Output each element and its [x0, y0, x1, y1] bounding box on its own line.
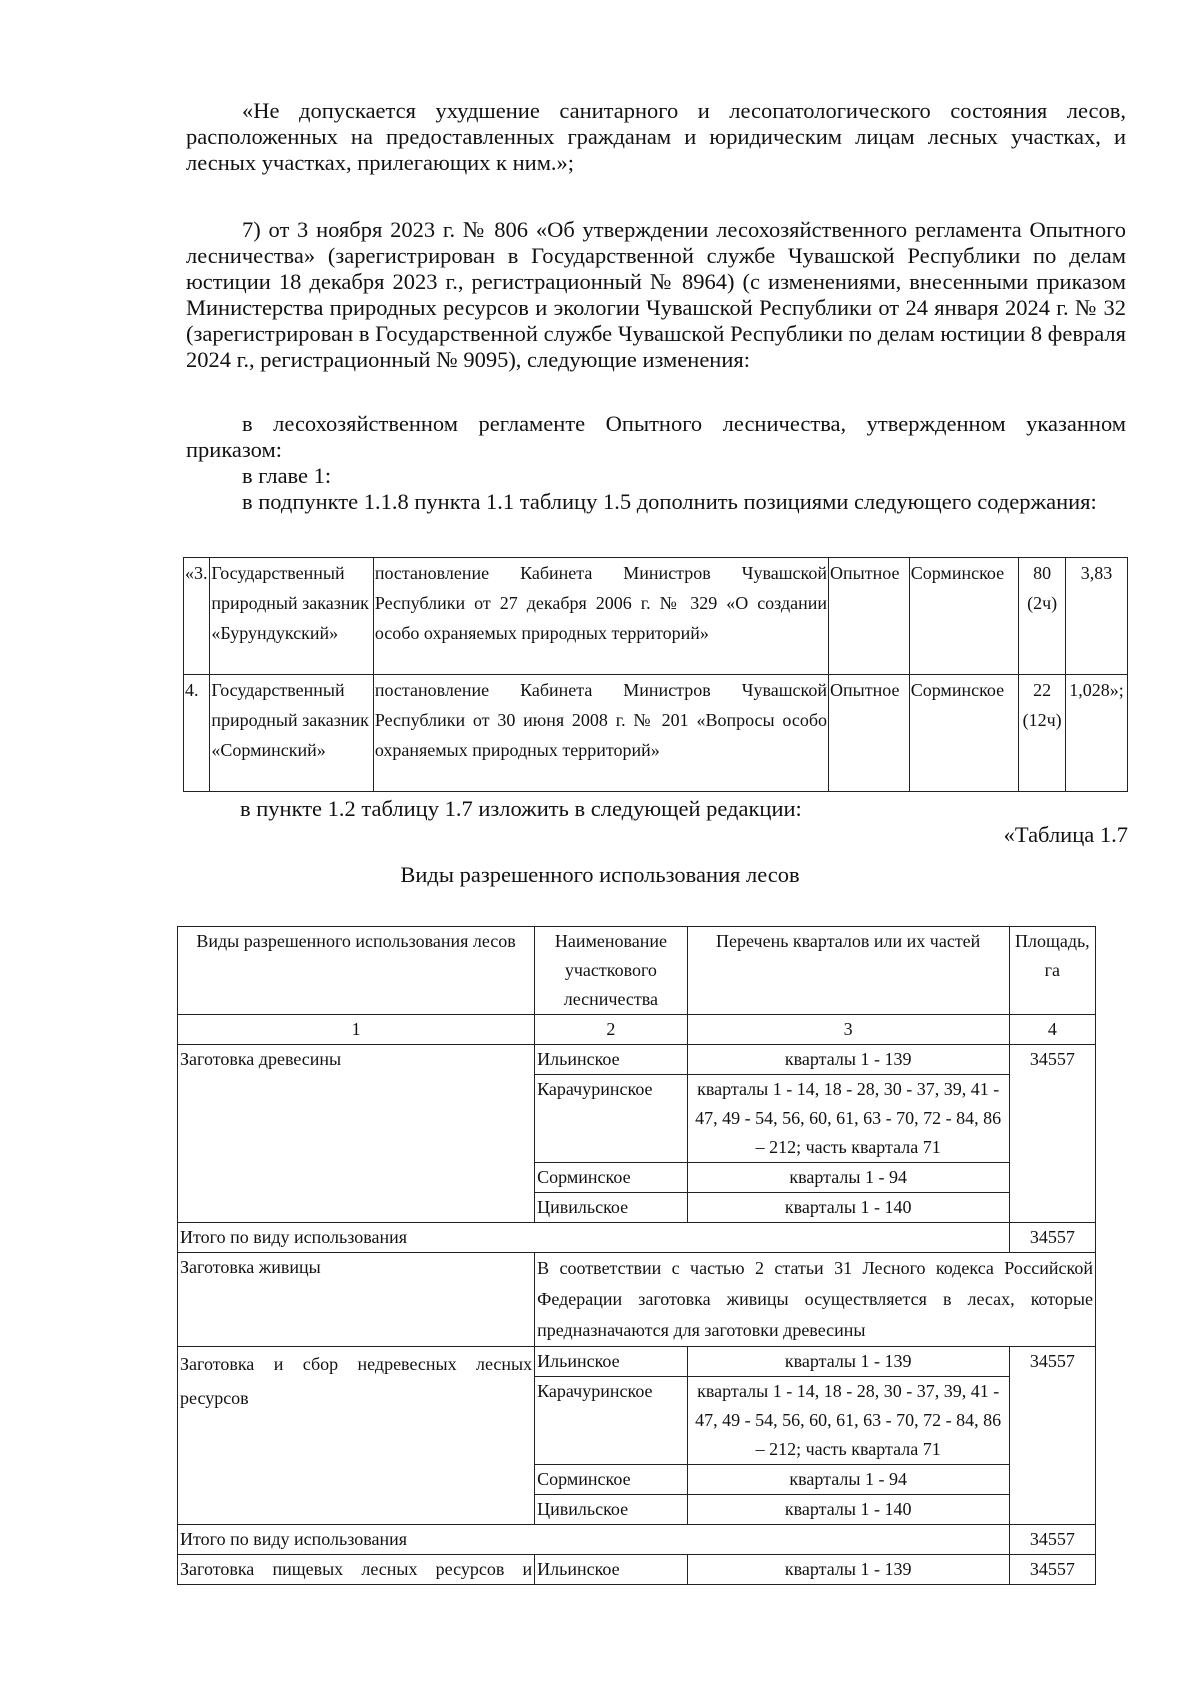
- table-row: [184, 558, 1128, 675]
- area-value: 34557: [1009, 1555, 1095, 1585]
- quarters-list: кварталы 1 - 139: [687, 1347, 1009, 1377]
- quarter-numbers: 22 (12ч): [1019, 675, 1066, 792]
- forestry-name: Цивильское: [535, 1193, 687, 1223]
- usage-type-label: Заготовка древесины: [178, 1045, 535, 1223]
- header-quarters-list: Перечень кварталов или их частей: [687, 927, 1009, 1015]
- column-number: 3: [687, 1015, 1009, 1045]
- column-numbers-row: [178, 1015, 1096, 1045]
- district-forestry-name: Сорминское: [909, 558, 1019, 675]
- reserve-name: Государственный природный заказник «Сорминский»: [210, 675, 373, 792]
- area-value: 1,028»;: [1065, 675, 1127, 792]
- reserve-name: Государственный природный заказник «Бурундукский»: [210, 558, 373, 675]
- header-usage-types: Виды разрешенного использования лесов: [178, 927, 535, 1015]
- reglament-paragraph: в лесохозяйственном регламенте Опытного лесничества, утвержденном указанном приказом:: [186, 411, 1126, 462]
- forestry-name: Сорминское: [535, 1465, 687, 1495]
- quarters-list: кварталы 1 - 140: [687, 1193, 1009, 1223]
- district-forestry-name: Сорминское: [909, 675, 1019, 792]
- header-forestry-name: Наименование участкового лесничества: [535, 927, 687, 1015]
- quarters-list: кварталы 1 - 94: [687, 1163, 1009, 1193]
- forestry-name: Ильинское: [535, 1347, 687, 1377]
- header-area: Площадь, га: [1009, 927, 1095, 1015]
- quarters-list: кварталы 1 - 139: [687, 1045, 1009, 1075]
- usage-type-label: Заготовка и сбор недревесных лесных ресурсов: [178, 1347, 535, 1525]
- quarters-list: кварталы 1 - 140: [687, 1495, 1009, 1525]
- forestry-name: Опытное: [829, 558, 910, 675]
- usage-type-label: Заготовка живицы: [178, 1253, 535, 1347]
- table-row: [178, 1555, 1096, 1585]
- quarters-list: кварталы 1 - 14, 18 - 28, 30 - 37, 39, 41 - 47, 49 - 54, 56, 60, 61, 63 - 70, 72 - 84, 86 – 212; часть квартала 71: [687, 1075, 1009, 1163]
- usage-type-label: Заготовка пищевых лесных ресурсов и: [178, 1555, 535, 1585]
- legal-document: постановление Кабинета Министров Чувашской Республики от 30 июня 2008 г. № 201 «Вопросы особо охраняемых природных территорий»: [373, 675, 828, 792]
- table-1-7: [177, 926, 1096, 1585]
- forestry-name: Карачуринское: [535, 1075, 687, 1163]
- item-7-paragraph: 7) от 3 ноября 2023 г. № 806 «Об утверждении лесохозяйственного регламента Опытного лесничества» (зарегистрирован в Государственной службе Чувашской Республики по делам юстиции 18 декабря 2023 г., регистрационный № 8964) (с изменениями, внесенными приказом Министерства природных ресурсов и экологии Чувашской Республики от 24 января 2024 г. № 32 (зарегистрирован в Государственной службе Чувашской Республики по делам юстиции 8 февраля 2024 г., регистрационный № 9095), следующие изменения:: [186, 217, 1126, 372]
- area-value: 34557: [1009, 1045, 1095, 1223]
- forestry-name: Ильинское: [535, 1045, 687, 1075]
- quarters-list: кварталы 1 - 139: [687, 1555, 1009, 1585]
- total-label: Итого по виду использования: [178, 1525, 1010, 1555]
- forestry-name: Цивильское: [535, 1495, 687, 1525]
- subpoint-paragraph: в подпункте 1.1.8 пункта 1.1 таблицу 1.5 дополнить позициями следующего содержания:: [242, 489, 1097, 514]
- total-row: [178, 1525, 1096, 1555]
- legal-document: постановление Кабинета Министров Чувашской Республики от 27 декабря 2006 г. № 329 «О создании особо охраняемых природных территорий»: [373, 558, 828, 675]
- forestry-name: Опытное: [829, 675, 910, 792]
- forestry-name: Сорминское: [535, 1163, 687, 1193]
- chapter-line: в главе 1:: [242, 463, 332, 488]
- total-area: 34557: [1009, 1525, 1095, 1555]
- intro-quote: «Не допускается ухудшение санитарного и лесопатологического состояния лесов, расположенных на предоставленных гражданам и юридическим лицам лесных участках, и лесных участках, прилегающих к ним.»;: [186, 98, 1126, 175]
- row-number: «3.: [184, 558, 210, 675]
- table-row: [178, 1253, 1096, 1347]
- total-area: 34557: [1009, 1223, 1095, 1253]
- table-1-7-label: «Таблица 1.7: [1003, 822, 1128, 847]
- row-number: 4.: [184, 675, 210, 792]
- column-number: 2: [535, 1015, 687, 1045]
- table-row: [178, 1045, 1096, 1075]
- resin-description: В соответствии с частью 2 статьи 31 Лесного кодекса Российской Федерации заготовка живицы осуществляется в лесах, которые предназначаются для заготовки древесины: [535, 1253, 1096, 1347]
- table-row: [184, 675, 1128, 792]
- table-1-5-additions: [183, 557, 1128, 792]
- total-row: [178, 1223, 1096, 1253]
- header-row: [178, 927, 1096, 1015]
- column-number: 1: [178, 1015, 535, 1045]
- total-label: Итого по виду использования: [178, 1223, 1010, 1253]
- table-1-7-title: Виды разрешенного использования лесов: [400, 862, 800, 887]
- forestry-name: Карачуринское: [535, 1377, 687, 1465]
- quarters-list: кварталы 1 - 94: [687, 1465, 1009, 1495]
- quarter-numbers: 80 (2ч): [1019, 558, 1066, 675]
- forestry-name: Ильинское: [535, 1555, 687, 1585]
- column-number: 4: [1009, 1015, 1095, 1045]
- area-value: 3,83: [1065, 558, 1127, 675]
- quarters-list: кварталы 1 - 14, 18 - 28, 30 - 37, 39, 41 - 47, 49 - 54, 56, 60, 61, 63 - 70, 72 - 84, 86 – 212; часть квартала 71: [687, 1377, 1009, 1465]
- table-row: [178, 1347, 1096, 1377]
- point-1-2-line: в пункте 1.2 таблицу 1.7 изложить в следующей редакции:: [240, 796, 802, 821]
- area-value: 34557: [1009, 1347, 1095, 1525]
